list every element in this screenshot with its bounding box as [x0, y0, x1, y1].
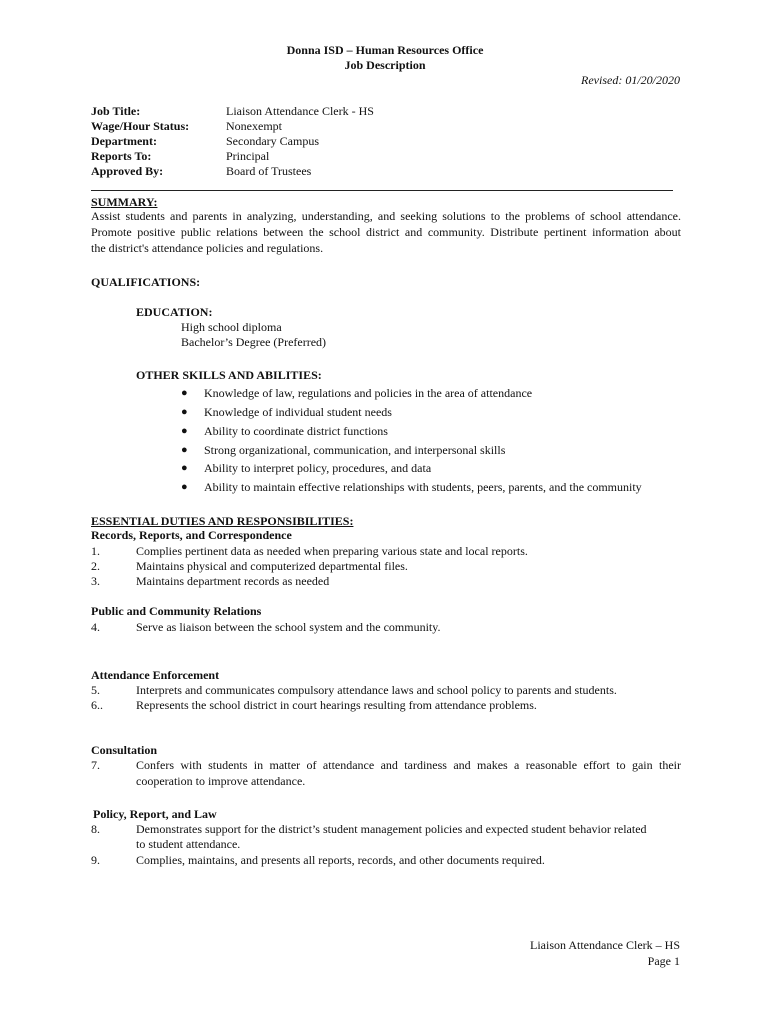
duty-text: Represents the school district in court hearings resulting from attendance problems. — [136, 698, 537, 712]
skill-item: Ability to coordinate district functions — [204, 424, 388, 438]
duty-number: 2. — [91, 559, 100, 573]
duty-section-title: Records, Reports, and Correspondence — [91, 528, 292, 542]
education-heading: EDUCATION: — [136, 305, 213, 319]
duty-section-title: Attendance Enforcement — [91, 668, 220, 682]
duty-text: Confers with students in matter of attendance and tardiness and makes a reasonable effort to gain their — [136, 758, 681, 772]
info-value: Board of Trustees — [226, 164, 312, 178]
duty-text: Interprets and communicates compulsory attendance laws and school policy to parents and students. — [136, 683, 617, 697]
info-value: Liaison Attendance Clerk - HS — [226, 104, 374, 118]
duty-text: Complies, maintains, and presents all reports, records, and other documents required. — [136, 853, 545, 867]
skill-item: Strong organizational, communication, and interpersonal skills — [204, 443, 506, 457]
duty-text: Serve as liaison between the school system and the community. — [136, 620, 441, 634]
qualifications-heading: QUALIFICATIONS: — [91, 275, 201, 289]
duty-number: 9. — [91, 853, 100, 867]
duty-number: 4. — [91, 620, 100, 634]
duty-text: to student attendance. — [136, 837, 241, 851]
skill-item: Knowledge of law, regulations and policies in the area of attendance — [204, 386, 533, 400]
skill-item: Knowledge of individual student needs — [204, 405, 392, 419]
duties-heading: ESSENTIAL DUTIES AND RESPONSIBILITIES: — [91, 514, 354, 528]
duty-text: cooperation to improve attendance. — [136, 774, 306, 788]
duty-number: 1. — [91, 544, 100, 558]
footer-title: Liaison Attendance Clerk – HS — [530, 938, 680, 952]
info-label: Job Title: — [91, 104, 141, 118]
doc-title: Job Description — [344, 58, 426, 72]
duty-number: 7. — [91, 758, 100, 772]
duty-text: Complies pertinent data as needed when preparing various state and local reports. — [136, 544, 528, 558]
summary-line: Assist students and parents in analyzing, understanding, and seeking solutions to the problems of school attendance. — [91, 209, 681, 223]
duty-number: 3. — [91, 574, 100, 588]
skills-heading: OTHER SKILLS AND ABILITIES: — [136, 368, 322, 382]
duty-text: Maintains physical and computerized departmental files. — [136, 559, 408, 573]
bullet-icon: ● — [181, 462, 188, 474]
skill-item: Ability to maintain effective relationships with students, peers, parents, and the community — [204, 480, 642, 494]
skill-item: Ability to interpret policy, procedures, and data — [204, 461, 432, 475]
org-title: Donna ISD – Human Resources Office — [286, 43, 484, 57]
duty-section-title: Policy, Report, and Law — [93, 807, 217, 821]
info-value: Principal — [226, 149, 270, 163]
info-label: Approved By: — [91, 164, 164, 178]
duty-section-title: Public and Community Relations — [91, 604, 262, 618]
page-number: Page 1 — [647, 954, 680, 968]
bullet-icon: ● — [181, 406, 188, 418]
summary-heading: SUMMARY: — [91, 195, 158, 209]
duty-text: Demonstrates support for the district’s student management policies and expected student behavior related — [136, 822, 647, 836]
info-label: Reports To: — [91, 149, 152, 163]
info-label: Wage/Hour Status: — [91, 119, 190, 133]
info-value: Secondary Campus — [226, 134, 319, 148]
duty-number: 6.. — [91, 698, 103, 712]
summary-line: the district's attendance policies and regulations. — [91, 241, 324, 255]
education-item: Bachelor’s Degree (Preferred) — [181, 335, 327, 349]
duty-number: 5. — [91, 683, 100, 697]
divider-rule — [91, 190, 673, 191]
bullet-icon: ● — [181, 387, 188, 399]
education-item: High school diploma — [181, 320, 282, 334]
duty-number: 8. — [91, 822, 100, 836]
bullet-icon: ● — [181, 481, 188, 493]
info-label: Department: — [91, 134, 157, 148]
duty-text: Maintains department records as needed — [136, 574, 330, 588]
revised-date: Revised: 01/20/2020 — [581, 73, 680, 87]
duty-section-title: Consultation — [91, 743, 158, 757]
info-value: Nonexempt — [226, 119, 282, 133]
summary-line: Promote positive public relations between the school district and community. Distribute pertinent information about — [91, 225, 681, 239]
bullet-icon: ● — [181, 425, 188, 437]
bullet-icon: ● — [181, 444, 188, 456]
